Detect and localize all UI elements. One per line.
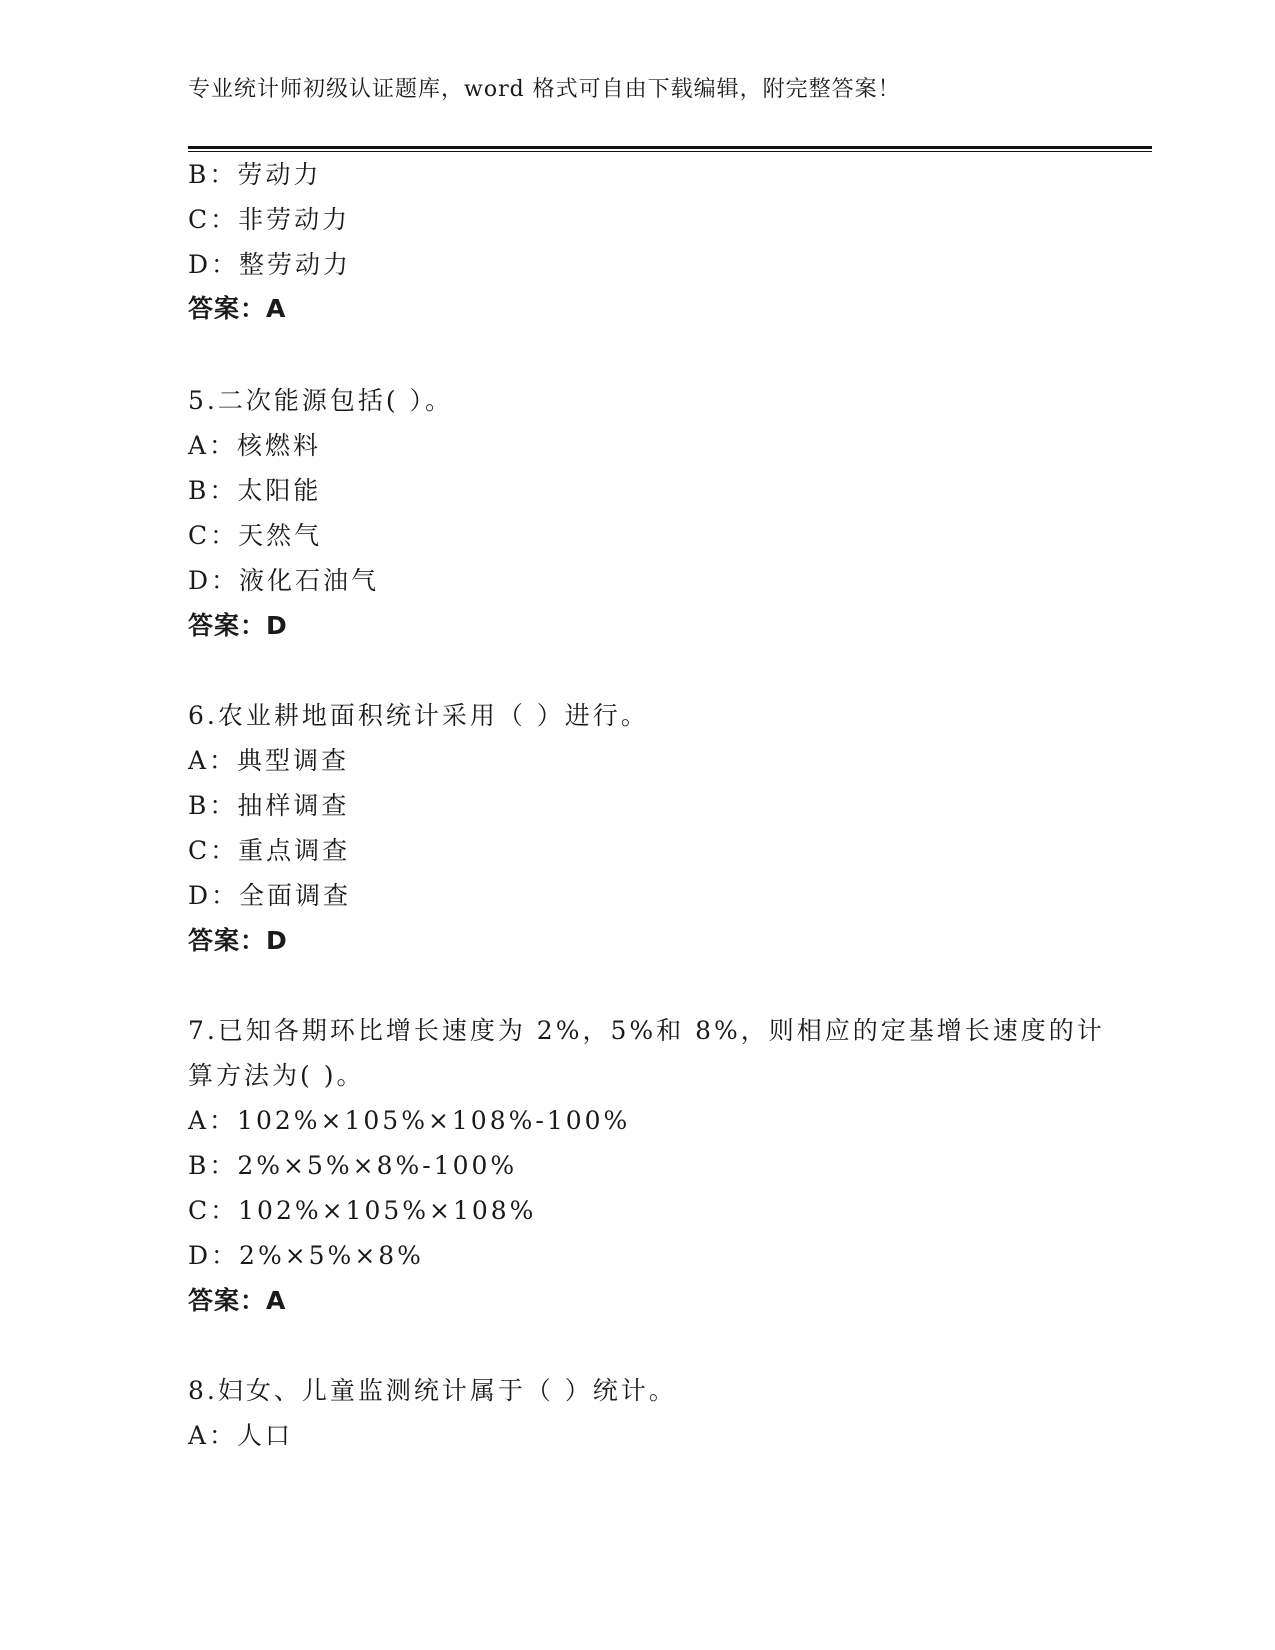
header-rule-thick xyxy=(188,146,1152,149)
q5-answer: 答案：D xyxy=(188,611,288,640)
q6-option-a: A：典型调查 xyxy=(188,746,350,775)
q4-answer: 答案：A xyxy=(188,294,287,323)
q7-option-a: A：102%×105%×108%-100% xyxy=(188,1106,631,1135)
q7-question-line2: 算方法为( )。 xyxy=(188,1061,365,1090)
q5-option-a: A：核燃料 xyxy=(188,431,322,460)
q7-option-b: B：2%×5%×8%-100% xyxy=(188,1151,518,1180)
q5-question: 5.二次能源包括( ）。 xyxy=(188,386,454,415)
q6-option-d: D：全面调查 xyxy=(188,881,352,910)
q6-answer: 答案：D xyxy=(188,926,288,955)
q7-option-c: C：102%×105%×108% xyxy=(188,1196,537,1225)
q8-option-a: A：人口 xyxy=(188,1421,294,1450)
page-header: 专业统计师初级认证题库，word 格式可自由下载编辑，附完整答案！ xyxy=(188,77,901,102)
q6-option-c: C：重点调查 xyxy=(188,836,351,865)
q4-option-c: C：非劳动力 xyxy=(188,205,351,234)
q8-question: 8.妇女、儿童监测统计属于（ ）统计。 xyxy=(188,1376,677,1405)
q7-question-line1: 7.已知各期环比增长速度为 2%，5%和 8%，则相应的定基增长速度的计 xyxy=(188,1016,1105,1045)
q6-question: 6.农业耕地面积统计采用（ ）进行。 xyxy=(188,701,649,730)
q5-option-b: B：太阳能 xyxy=(188,476,322,505)
q7-option-d: D：2%×5%×8% xyxy=(188,1241,424,1270)
q5-option-d: D：液化石油气 xyxy=(188,566,380,595)
header-rule-thin xyxy=(188,151,1152,152)
q5-option-c: C：天然气 xyxy=(188,521,323,550)
q4-option-b: B：劳动力 xyxy=(188,160,322,189)
q6-option-b: B：抽样调查 xyxy=(188,791,350,820)
q4-option-d: D：整劳动力 xyxy=(188,250,352,279)
q7-answer: 答案：A xyxy=(188,1286,287,1315)
